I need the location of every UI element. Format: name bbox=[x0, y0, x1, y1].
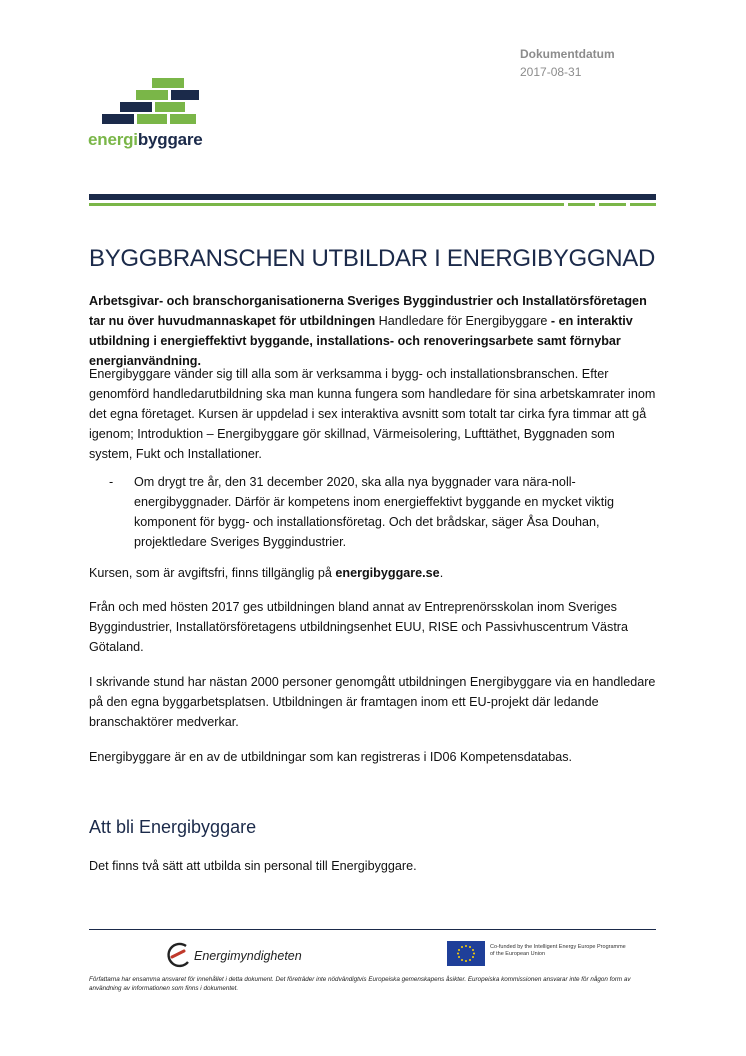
logo-brick bbox=[152, 78, 184, 88]
lead-paragraph bbox=[89, 291, 659, 371]
section-heading: Att bli Energibyggare bbox=[89, 817, 257, 837]
page-title: BYGGBRANSCHEN UTBILDAR I ENERGIBYGGNAD bbox=[89, 245, 656, 272]
paragraph-providers: Från och med hösten 2017 ges utbildningen bland annat av Entreprenörsskolan inom Sveriges Byggindustrier, Installatörsföretagens utbildningsenhet EUU, RISE och Passivhuscentrum Västra Götaland. bbox=[89, 600, 629, 654]
paragraph-statistics: I skrivande stund har nästan 2000 personer genomgått utbildningen Energibyggare via en handledare på den egna byggarbetsplatsen. Utbildningen är framtagen inom ett EU-projekt där ledande branschaktörer medverkar. bbox=[89, 675, 656, 729]
bullet-text: Om drygt tre år, den 31 december 2020, ska alla nya byggnader vara nära-noll-energibyggnader. Därför är kompetens inom energieffektivt byggande en mycket viktig komponent för bygg- och installationsföretag. Och det brådskar, säger Åsa Douhan, projektledare Sveriges Byggindustrier. bbox=[134, 475, 614, 549]
footer-disclaimer: Författarna har ensamma ansvaret för innehållet i detta dokument. Det företräder inte nödvändigtvis Europeiska gemenskapens åsikter. Europeiska kommissionen ansvarar inte för någon form av användning av informationen som finns i dokumentet. bbox=[89, 976, 631, 992]
header-rule-green bbox=[599, 203, 626, 206]
footer-rule bbox=[89, 929, 656, 930]
logo-wordmark-green: energi bbox=[88, 130, 138, 149]
website-link[interactable]: energibyggare.se bbox=[335, 566, 440, 580]
logo-brick bbox=[170, 114, 196, 124]
header-rule-green bbox=[89, 203, 564, 206]
energimyndigheten-wordmark: Energimyndigheten bbox=[194, 949, 302, 963]
availability-suffix: . bbox=[439, 566, 444, 580]
paragraph-id06: Energibyggare är en av de utbildningar som kan registreras i ID06 Kompetensdatabas. bbox=[89, 750, 573, 764]
header-rule bbox=[89, 194, 656, 200]
availability-prefix: Kursen, som är avgiftsfri, finns tillgänglig på bbox=[89, 566, 336, 580]
logo-brick bbox=[137, 114, 167, 124]
doc-date-value: 2017-08-31 bbox=[520, 65, 582, 79]
quote-bullet bbox=[89, 472, 649, 572]
lead-bold-2: - en interaktiv utbildning i energieffektivt byggande, installations- och renoveringsarbete samt förnybar energianvändning. bbox=[89, 314, 633, 368]
logo-brick bbox=[171, 90, 199, 100]
eu-cofunding-text: Co-funded by the Intelligent Energy Europe Programme of the European Union bbox=[490, 944, 626, 957]
header-rule-green bbox=[630, 203, 656, 206]
logo-brick bbox=[102, 114, 134, 124]
paragraph-section: Det finns två sätt att utbilda sin personal till Energibyggare. bbox=[89, 859, 417, 873]
energibyggare-logo bbox=[88, 78, 218, 154]
logo-brick bbox=[120, 102, 152, 112]
lead-normal: Handledare för Energibyggare bbox=[375, 314, 551, 328]
logo-wordmark-navy: byggare bbox=[137, 130, 203, 149]
doc-date-label: Dokumentdatum bbox=[520, 47, 615, 61]
lead-bold-1: Arbetsgivar- och branschorganisationerna Sveriges Byggindustrier och Installatörsföretagen tar nu över huvudmannaskapet för utbildningen bbox=[89, 294, 647, 328]
paragraph-availability bbox=[89, 563, 659, 583]
energimyndigheten-icon bbox=[164, 940, 194, 970]
eu-flag-icon bbox=[447, 941, 485, 966]
logo-brick bbox=[136, 90, 168, 100]
energimyndigheten-logo bbox=[164, 940, 304, 970]
logo-wordmark bbox=[88, 130, 203, 150]
paragraph-intro: Energibyggare vänder sig till alla som är verksamma i bygg- och installationsbranschen. Efter genomförd handledarutbildning ska man kunna fungera som handledare för sina arbetskamrater inom det egna företaget. Kursen är uppdelad i sex interaktiva avsnitt som totalt tar cirka fyra timmar att gå igenom; Introduktion – Energibyggare gör skillnad, Värmeisolering, Lufttäthet, Byggnaden som system, Fukt och Installationer. bbox=[89, 367, 656, 461]
bullet-dash: - bbox=[109, 475, 114, 489]
header-rule-green bbox=[568, 203, 595, 206]
logo-brick bbox=[155, 102, 185, 112]
